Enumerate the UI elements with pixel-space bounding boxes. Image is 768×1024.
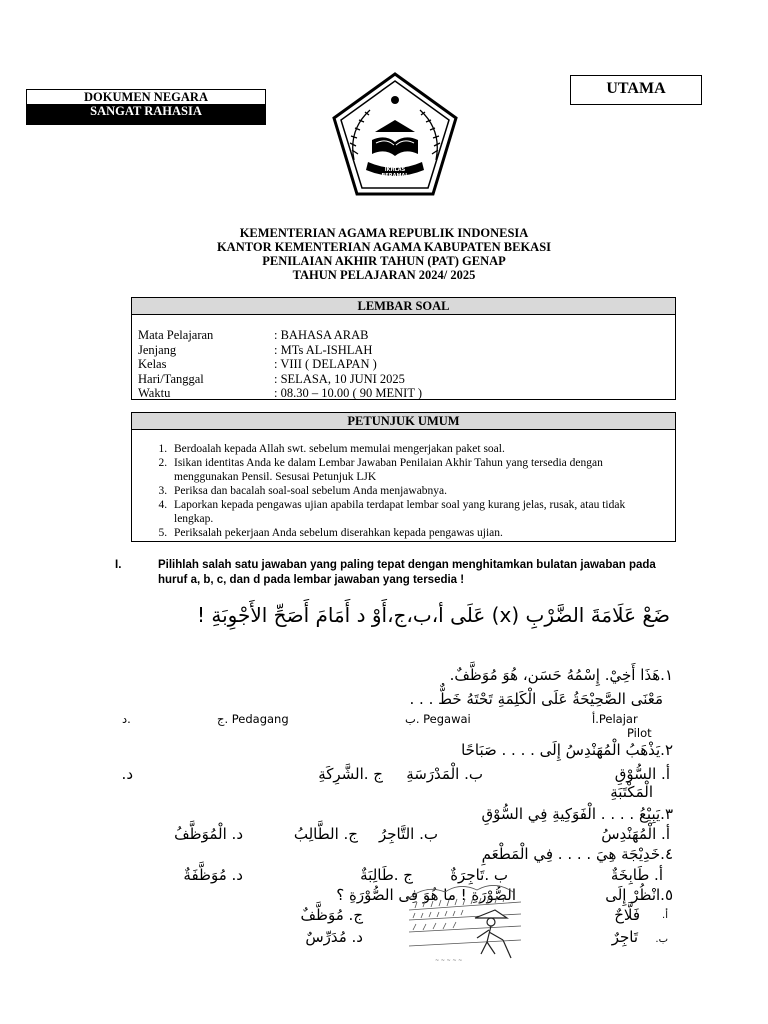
info-key: Mata Pelajaran — [138, 328, 214, 342]
question-2-option-d-cont: الْمَكْتَبَةِ — [610, 783, 653, 801]
info-key: Waktu — [138, 386, 171, 400]
classification-box — [26, 89, 266, 125]
document-header — [0, 226, 768, 282]
info-row-time — [138, 386, 675, 401]
question-3-option-d: د. الْمُوَظَّفُ — [174, 825, 243, 843]
question-1-option-d: د. — [122, 712, 131, 726]
info-value: : VIII ( DELAPAN ) — [274, 357, 377, 371]
section-number: I. — [115, 559, 122, 571]
question-1-option-c: ج. Pedagang — [217, 712, 289, 726]
question-4-text: ٤.خَدِيْجَة هِيَ . . . . فِي الْمَطْعَمِ — [481, 845, 673, 863]
question-2-option-a: أ. السُّوْقِ — [614, 765, 670, 783]
info-value: : 08.30 – 10.00 ( 90 MENIT ) — [274, 386, 423, 400]
info-value: : MTs AL-ISHLAH — [274, 342, 373, 357]
question-3-option-c: ج. الطَّالِبُ — [293, 825, 358, 843]
question-5-option-b: تَاجِرٌ — [611, 928, 638, 946]
petunjuk-item: 4. Laporkan kepada pengawas ujian apabila terdapat lembar soal yang kurang jelas, rusak, atau tidak lengkap. — [170, 498, 665, 526]
info-key: Hari/Tanggal — [138, 371, 204, 386]
info-value: : SELASA, 10 JUNI 2025 — [274, 371, 405, 386]
section-instruction-text: Pilihlah salah satu jawaban yang paling tepat dengan menghitamkan bulatan jawaban pada huruf a, b, c, dan d pada lembar jawaban yang tersedia ! — [158, 559, 656, 586]
question-2-option-b: ب. الْمَدْرَسَةِ — [406, 765, 483, 783]
info-key: Jenjang — [138, 342, 177, 357]
question-1-option-a: أ.Pelajar — [592, 712, 638, 726]
question-1-option-d-cont: Pilot — [627, 726, 652, 740]
info-key: Kelas — [138, 357, 167, 371]
ministry-logo — [330, 70, 460, 200]
lembar-soal-panel — [131, 297, 676, 400]
petunjuk-umum-panel — [131, 412, 676, 542]
question-2-option-c: ج .الشَّرِكَةِ — [318, 765, 383, 783]
question-5-text: ٥.انْظُرْ إِلَى — [605, 886, 673, 904]
petunjuk-item: 1. Berdoalah kepada Allah swt. sebelum memulai mengerjakan paket soal. — [170, 442, 665, 456]
info-row-date — [138, 372, 675, 387]
petunjuk-list — [132, 430, 675, 540]
question-1-subtext: مَعْنَى الصَّحِيْحَةُ عَلَى الْكَلِمَةِ تَحْتَهُ خَطٌّ . . . — [409, 690, 663, 708]
petunjuk-item: 5. Periksalah pekerjaan Anda sebelum diserahkan kepada pengawas ujian. — [170, 526, 665, 540]
classification-line-1: DOKUMEN NEGARA — [84, 90, 208, 104]
question-4-option-c: ج .طَالِبَةٌ — [360, 866, 413, 884]
question-1-text: ١.هَذَا أَخِيْ. إِسْمُهُ حَسَن، هُوَ مُوَظَّفٌ. — [449, 666, 673, 684]
farmer-illustration — [405, 880, 525, 964]
question-3-option-b: ب. التَّاجِرُ — [378, 825, 438, 843]
info-value: : BAHASA ARAB — [274, 328, 369, 342]
header-office: KANTOR KEMENTERIAN AGAMA KABUPATEN BEKASI — [216, 240, 552, 254]
header-school-year: TAHUN PELAJARAN 2024/ 2025 — [292, 268, 476, 282]
question-4-option-a: أ. طَابِخَةٌ — [610, 866, 663, 884]
petunjuk-item: 2. Isikan identitas Anda ke dalam Lembar Jawaban Penilaian Akhir Tahun yang tersedia dengan menggunakan Pensil. Sesusai Petunjuk LJK — [170, 456, 665, 484]
question-2-text: ٢.يَذْهَبُ الْمُهَنْدِسُ إِلَى . . . . صَبَاحًا — [461, 741, 673, 759]
question-3-option-a: أ. الْمُهَنْدِسُ — [601, 825, 670, 843]
question-5-option-b-label: ب. — [655, 934, 668, 945]
question-4-option-b: ب .تَاجِرَةٌ — [450, 866, 508, 884]
header-assessment: PENILAIAN AKHIR TAHUN (PAT) GENAP — [262, 254, 506, 268]
question-5-option-d: د. مُدَرِّسٌ — [305, 928, 363, 946]
question-1-option-b: ب. Pegawai — [405, 712, 471, 726]
question-5-option-a-label: أ. — [662, 910, 668, 921]
question-5-option-a: فَلَّاحٌ — [614, 906, 640, 924]
question-2-option-d: د. — [121, 765, 133, 783]
header-ministry: KEMENTERIAN AGAMA REPUBLIK INDONESIA — [239, 226, 529, 240]
arabic-instruction: ضَعْ عَلَامَةَ الضَّرْبِ (x) عَلَى أ،ب،ج،أَوْ د أَمَامَ أَصَحِّ الأَجْوِبَةِ ! — [197, 603, 670, 627]
question-5-option-c: ج. مُوَظَّفٌ — [300, 906, 363, 924]
farmer-illustration-icon — [405, 880, 525, 964]
lembar-soal-title: LEMBAR SOAL — [132, 298, 675, 315]
petunjuk-title: PETUNJUK UMUM — [132, 413, 675, 430]
svg-text:~ ~ ~ ~ ~: ~ ~ ~ ~ ~ — [435, 958, 463, 964]
petunjuk-item: 3. Periksa dan bacalah soal-soal sebelum Anda menjawabnya. — [170, 484, 665, 498]
question-4-option-d: د. مُوَظَّفَةٌ — [183, 866, 243, 884]
ministry-logo-icon — [330, 70, 460, 200]
question-5-text-2: الصُّوْرَةِ ! ما هُوَ فِى الصُّوْرَةِ ؟ — [336, 886, 516, 904]
info-row-level — [138, 343, 675, 358]
question-3-text: ٣.يَبِيْعُ . . . . الْفَوَكِيةِ فِي السُّوْقِ — [481, 805, 673, 823]
info-row-class — [138, 357, 675, 372]
exam-type-label: UTAMA — [570, 75, 702, 105]
info-row-subject — [138, 328, 675, 343]
classification-line-2: SANGAT RAHASIA — [27, 104, 265, 124]
logo-motto: IKHLAS BERAMAL — [381, 167, 409, 179]
